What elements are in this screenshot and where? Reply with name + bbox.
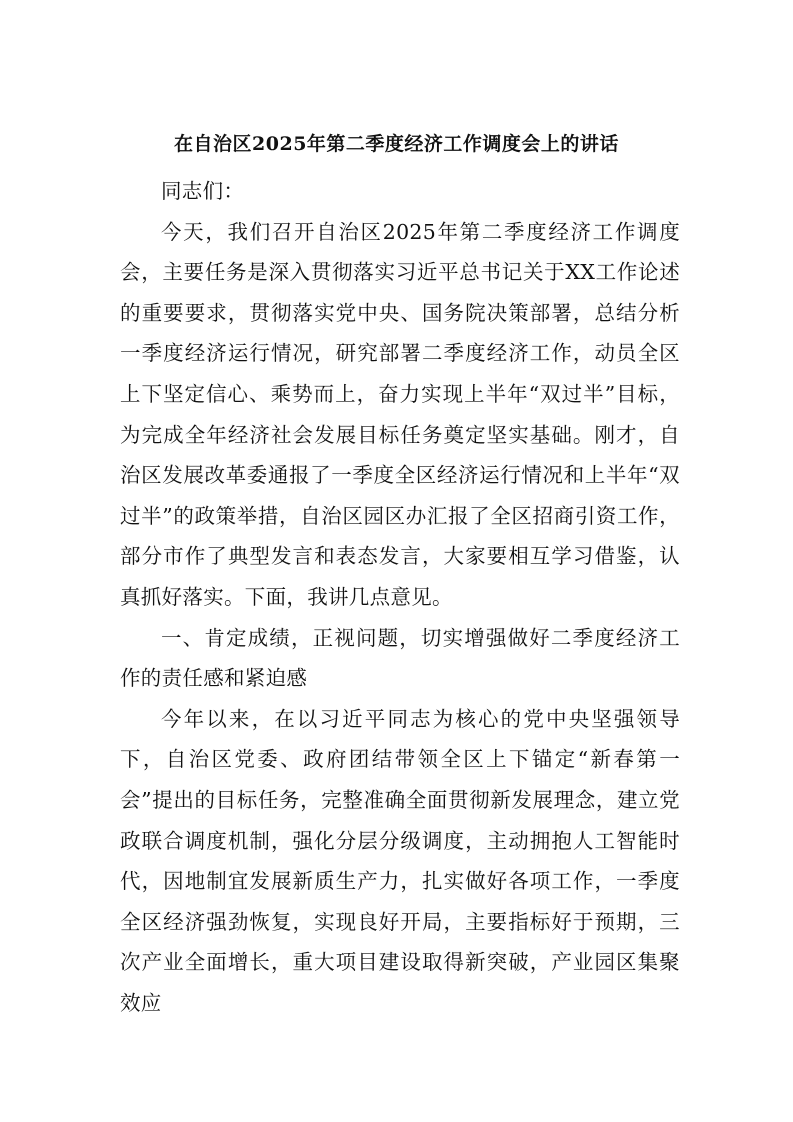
body-paragraph: 今年以来，在以习近平同志为核心的党中央坚强领导下，自治区党委、政府团结带领全区上下锚定“新春第一会”提出的目标任务，完整准确全面贯彻新发展理念，建立党政联合调度机制，强化分层分级调度，主动拥抱人工智能时代，因地制宜发展新质生产力，扎实做好各项工作，一季度全区经济强劲恢复，实现良好开局，主要指标好于预期，三次产业全面增长，重大项目建设取得新突破，产业园区集聚效应: [120, 706, 680, 1015]
document-body: [120, 171, 680, 1023]
salutation-paragraph: 同志们：: [161, 179, 245, 203]
section-heading-1: 一、肯定成绩，正视问题，切实增强做好二季度经济工作的责任感和紧迫感: [120, 625, 680, 691]
document-title: 在自治区2025年第二季度经济工作调度会上的讲话: [174, 133, 619, 155]
opening-paragraph: 今天，我们召开自治区2025年第二季度经济工作调度会，主要任务是深入贯彻落实习近平总书记关于XX工作论述的重要要求，贯彻落实党中央、国务院决策部署，总结分析一季度经济运行情况，研究部署二季度经济工作，动员全区上下坚定信心、乘势而上，奋力实现上半年“双过半”目标，为完成全年经济社会发展目标任务奠定坚实基础。刚才，自治区发展改革委通报了一季度全区经济运行情况和上半年“双过半”的政策举措，自治区园区办汇报了全区招商引资工作，部分市作了典型发言和表态发言，大家要相互学习借鉴，认真抓好落实。下面，我讲几点意见。: [120, 219, 680, 609]
